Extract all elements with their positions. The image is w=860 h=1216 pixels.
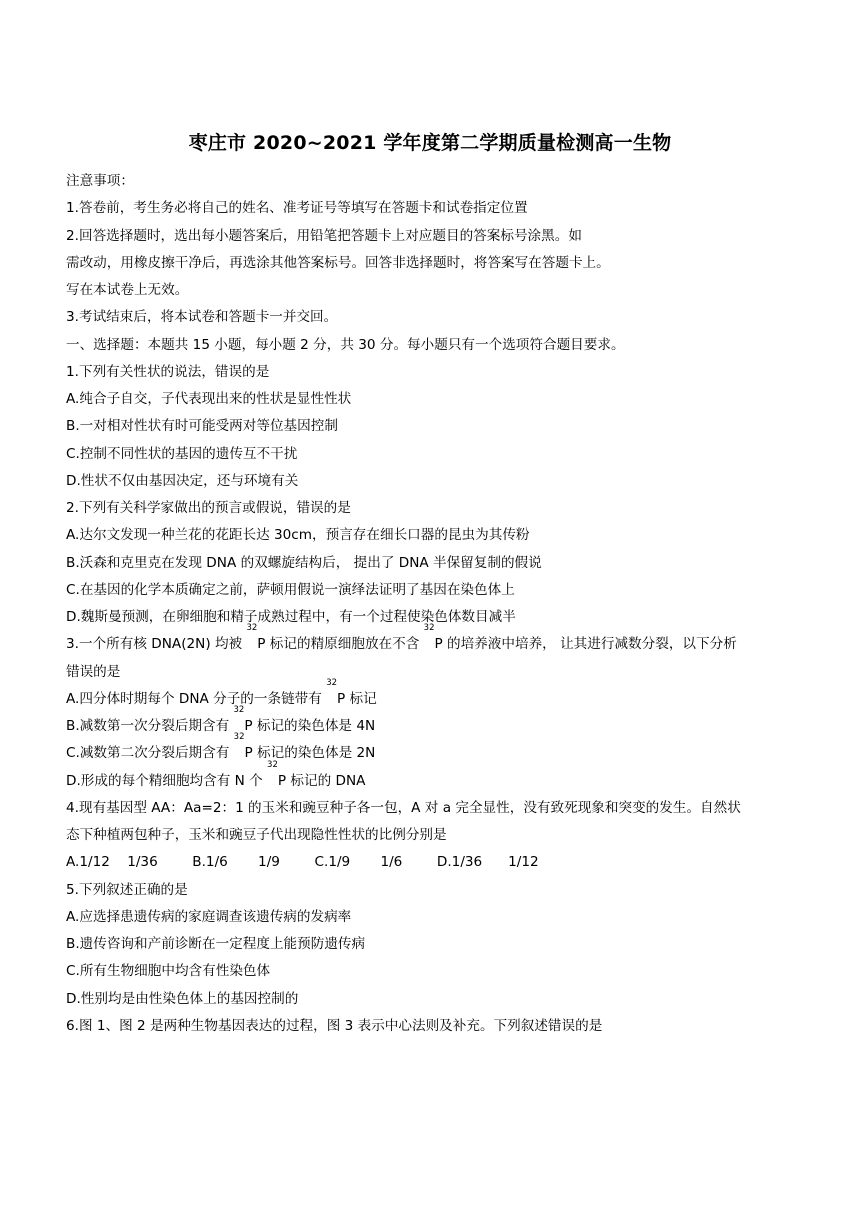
isotope-superscript: 32 bbox=[423, 623, 435, 634]
q5-option-c: C.所有生物细胞中均含有性染色体 bbox=[66, 963, 271, 980]
q1-option-a: A.纯合子自交，子代表现出来的性状是显性性状 bbox=[66, 391, 352, 407]
question-3 bbox=[66, 623, 796, 658]
q3-option-d bbox=[66, 759, 796, 795]
q1-option-c: C.控制不同性状的基因的遗传互不干扰 bbox=[66, 445, 298, 462]
q2-option-b: B.沃森和克里克在发现 DNA 的双螺旋结构后， 提出了 DNA 半保留复制的假说 bbox=[66, 554, 542, 571]
q3d-text: D.形成的每个精细胞均含有 N 个 bbox=[66, 772, 268, 789]
notice-item-3: 3.考试结束后，将本试卷和答题卡一并交回。 bbox=[66, 309, 338, 326]
question-6: 6.图 1、图 2 是两种生物基因表达的过程，图 3 表示中心法则及补充。下列叙述错误的是 bbox=[66, 1017, 603, 1034]
question-4: 4.现有基因型 AA：Aa=2：1 的玉米和豌豆种子各一包，A 对 a 完全显性，没有致死现象和突变的发生。自然状 bbox=[66, 799, 741, 816]
exam-body bbox=[66, 168, 796, 1040]
question-4-cont: 态下种植两包种子，玉米和豌豆子代出现隐性性状的比例分别是 bbox=[66, 827, 447, 843]
notice-heading: 注意事项： bbox=[66, 173, 134, 189]
q3b-text: B.减数第一次分裂后期含有 bbox=[66, 718, 234, 734]
q3c-text: P 标记的染色体是 2N bbox=[244, 745, 376, 762]
q3a-text: A.四分体时期每个 DNA 分子的一条链带有 bbox=[66, 690, 327, 707]
q3-option-b bbox=[66, 705, 796, 743]
isotope-superscript: 32 bbox=[246, 623, 258, 634]
question-5: 5.下列叙述正确的是 bbox=[66, 881, 188, 898]
question-2: 2.下列有关科学家做出的预言或假说，错误的是 bbox=[66, 500, 351, 516]
q3-text-part: 3.一个所有核 DNA(2N) 均被 bbox=[66, 636, 247, 653]
q3c-text: C.减数第二次分裂后期含有 bbox=[66, 745, 234, 762]
q2-option-d: D.魏斯曼预测，在卵细胞和精子成熟过程中，有一个过程使染色体数目减半 bbox=[66, 609, 516, 625]
q1-option-b: B.一对相对性状有时可能受两对等位基因控制 bbox=[66, 418, 338, 435]
q5-option-d: D.性别均是由性染色体上的基因控制的 bbox=[66, 990, 299, 1007]
notice-item-2-cont: 写在本试卷上无效。 bbox=[66, 282, 189, 298]
question-1: 1.下列有关性状的说法，错误的是 bbox=[66, 363, 270, 380]
q3b-text: P 标记的染色体是 4N bbox=[244, 718, 376, 734]
q4-options: A.1/12 1/36 B.1/6 1/9 C.1/9 1/6 D.1/36 1/12 bbox=[66, 854, 539, 871]
q3d-text: P 标记的 DNA bbox=[277, 772, 366, 789]
isotope-superscript: 32 bbox=[233, 705, 245, 715]
isotope-superscript: 32 bbox=[233, 732, 245, 743]
question-3-cont: 错误的是 bbox=[66, 663, 121, 680]
q5-option-a: A.应选择患遗传病的家庭调查该遗传病的发病率 bbox=[66, 908, 352, 925]
isotope-superscript: 32 bbox=[267, 759, 278, 770]
q3-text-part: P 的培养液中培养， 让其进行减数分裂，以下分析 bbox=[434, 636, 737, 653]
notice-item-2-cont: 需改动，用橡皮擦干净后，再选涂其他答案标号。回答非选择题时，将答案写在答题卡上。 bbox=[66, 254, 610, 271]
q3-option-c bbox=[66, 732, 796, 767]
q5-option-b: B.遗传咨询和产前诊断在一定程度上能预防遗传病 bbox=[66, 936, 366, 952]
q3-text-part: P 标记的精原细胞放在不含 bbox=[257, 636, 424, 653]
exam-title: 枣庄市 2020~2021 学年度第二学期质量检测高一生物 bbox=[188, 132, 672, 154]
notice-item-2: 2.回答选择题时，选出每小题答案后，用铅笔把答题卡上对应题目的答案标号涂黑。如 bbox=[66, 227, 582, 244]
q3a-text: P 标记 bbox=[337, 690, 377, 707]
q3-option-a bbox=[66, 677, 796, 713]
q2-option-a: A.达尔文发现一种兰花的花距长达 30cm，预言存在细长口器的昆虫为其传粉 bbox=[66, 527, 530, 544]
section-heading: 一、选择题：本题共 15 小题，每小题 2 分，共 30 分。每小题只有一个选项符合题目要求。 bbox=[66, 336, 625, 353]
isotope-superscript: 32 bbox=[326, 677, 338, 688]
q2-option-c: C.在基因的化学本质确定之前，萨顿用假说一演绎法证明了基因在染色体上 bbox=[66, 581, 515, 598]
notice-item-1: 1.答卷前，考生务必将自己的姓名、准考证号等填写在答题卡和试卷指定位置 bbox=[66, 200, 528, 217]
q1-option-d: D.性状不仅由基因决定，还与环境有关 bbox=[66, 472, 299, 489]
